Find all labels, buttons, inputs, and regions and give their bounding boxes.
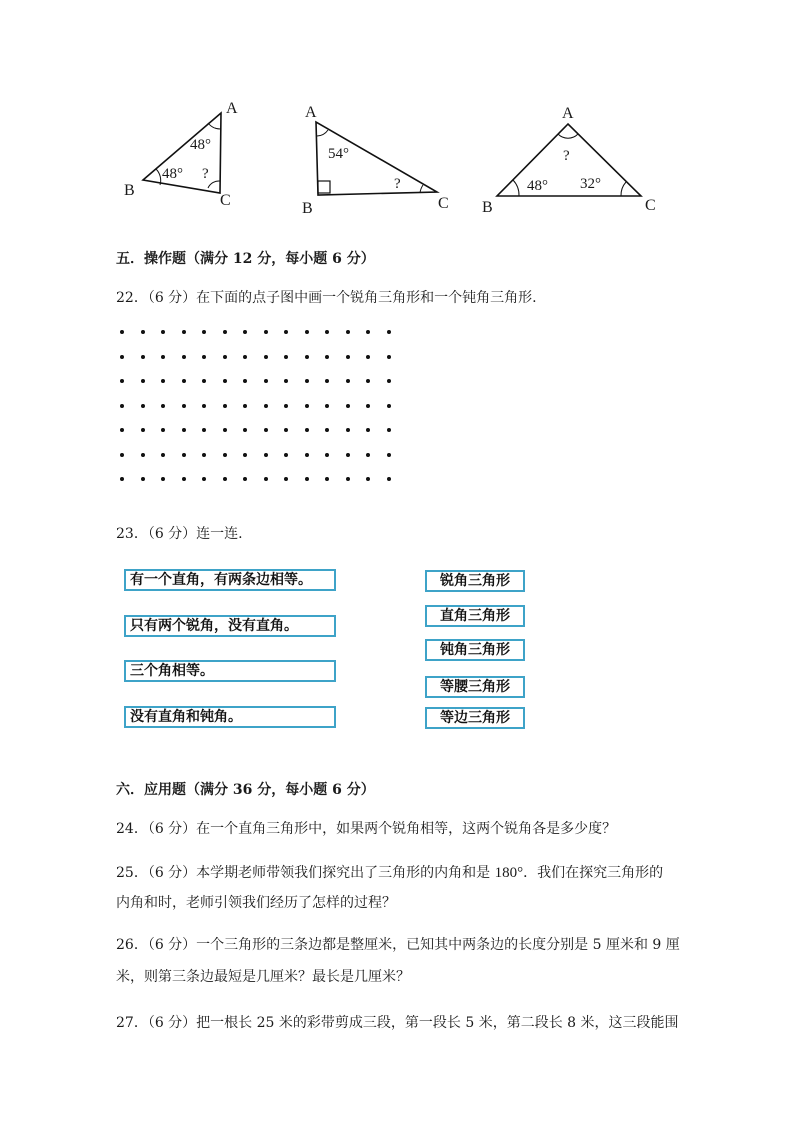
question-25-line1-post: ．我们在探究三角形的 bbox=[523, 865, 664, 881]
grid-dot[interactable] bbox=[161, 330, 165, 334]
section-heading-operation: 五．操作题（满分 12 分，每小题 6 分） bbox=[116, 251, 375, 267]
grid-dot[interactable] bbox=[305, 404, 309, 408]
grid-dot[interactable] bbox=[243, 330, 247, 334]
grid-dot[interactable] bbox=[182, 330, 186, 334]
angle-label-top: ? bbox=[563, 148, 570, 164]
grid-dot[interactable] bbox=[161, 453, 165, 457]
grid-dot[interactable] bbox=[223, 477, 227, 481]
grid-dot[interactable] bbox=[305, 453, 309, 457]
grid-dot[interactable] bbox=[223, 355, 227, 359]
angle-label-top: 48° bbox=[190, 137, 211, 153]
match-right-item[interactable]: 等边三角形 bbox=[425, 707, 525, 729]
question-22: 22．（6 分）在下面的点子图中画一个锐角三角形和一个钝角三角形. bbox=[116, 290, 537, 306]
triangle-figure-1 bbox=[124, 100, 238, 209]
grid-dot[interactable] bbox=[387, 428, 391, 432]
question-24: 24．（6 分）在一个直角三角形中，如果两个锐角相等，这两个锐角各是多少度？ bbox=[116, 821, 617, 837]
grid-dot[interactable] bbox=[284, 428, 288, 432]
grid-dot[interactable] bbox=[141, 404, 145, 408]
grid-dot[interactable] bbox=[284, 453, 288, 457]
grid-dot[interactable] bbox=[202, 428, 206, 432]
grid-dot[interactable] bbox=[387, 477, 391, 481]
grid-dot[interactable] bbox=[264, 355, 268, 359]
vertex-label-a: A bbox=[562, 105, 574, 122]
grid-dot[interactable] bbox=[120, 453, 124, 457]
grid-dot[interactable] bbox=[182, 477, 186, 481]
grid-dot[interactable] bbox=[264, 477, 268, 481]
grid-dot[interactable] bbox=[243, 355, 247, 359]
grid-dot[interactable] bbox=[325, 404, 329, 408]
vertex-label-c: C bbox=[220, 192, 231, 209]
grid-dot[interactable] bbox=[243, 379, 247, 383]
grid-dot[interactable] bbox=[387, 379, 391, 383]
grid-dot[interactable] bbox=[141, 355, 145, 359]
grid-dot[interactable] bbox=[387, 330, 391, 334]
grid-dot[interactable] bbox=[284, 330, 288, 334]
grid-dot[interactable] bbox=[161, 404, 165, 408]
grid-dot[interactable] bbox=[264, 404, 268, 408]
grid-dot[interactable] bbox=[325, 355, 329, 359]
grid-dot[interactable] bbox=[182, 428, 186, 432]
question-25 bbox=[116, 858, 663, 888]
grid-dot[interactable] bbox=[202, 404, 206, 408]
grid-dot[interactable] bbox=[202, 330, 206, 334]
grid-dot[interactable] bbox=[202, 355, 206, 359]
grid-dot[interactable] bbox=[305, 355, 309, 359]
vertex-label-a: A bbox=[226, 100, 238, 117]
grid-dot[interactable] bbox=[325, 477, 329, 481]
grid-dot[interactable] bbox=[202, 477, 206, 481]
grid-dot[interactable] bbox=[120, 330, 124, 334]
match-left-item[interactable]: 没有直角和钝角。 bbox=[124, 706, 336, 728]
angle-label-left: 48° bbox=[527, 178, 548, 194]
grid-dot[interactable] bbox=[346, 355, 350, 359]
match-left-item[interactable]: 三个角相等。 bbox=[124, 660, 336, 682]
grid-dot[interactable] bbox=[141, 453, 145, 457]
angle-label-right: ? bbox=[202, 166, 209, 182]
grid-dot[interactable] bbox=[141, 330, 145, 334]
grid-dot[interactable] bbox=[141, 428, 145, 432]
grid-dot[interactable] bbox=[387, 404, 391, 408]
grid-dot[interactable] bbox=[202, 453, 206, 457]
grid-dot[interactable] bbox=[387, 355, 391, 359]
grid-dot[interactable] bbox=[264, 379, 268, 383]
grid-dot[interactable] bbox=[223, 453, 227, 457]
grid-dot[interactable] bbox=[325, 453, 329, 457]
grid-dot[interactable] bbox=[366, 428, 370, 432]
grid-dot[interactable] bbox=[243, 477, 247, 481]
grid-dot[interactable] bbox=[366, 379, 370, 383]
grid-dot[interactable] bbox=[182, 453, 186, 457]
question-26-line2: 米，则第三条边最短是几厘米？最长是几厘米？ bbox=[116, 969, 410, 985]
grid-dot[interactable] bbox=[284, 477, 288, 481]
grid-dot[interactable] bbox=[305, 330, 309, 334]
grid-dot[interactable] bbox=[161, 355, 165, 359]
grid-dot[interactable] bbox=[120, 355, 124, 359]
vertex-label-b: B bbox=[124, 182, 135, 199]
match-left-item[interactable]: 只有两个锐角，没有直角。 bbox=[124, 615, 336, 637]
dot-grid[interactable] bbox=[116, 326, 406, 490]
grid-dot[interactable] bbox=[120, 477, 124, 481]
triangle-figures bbox=[0, 90, 800, 220]
grid-dot[interactable] bbox=[284, 379, 288, 383]
grid-dot[interactable] bbox=[366, 453, 370, 457]
match-right-item[interactable]: 直角三角形 bbox=[425, 605, 525, 627]
grid-dot[interactable] bbox=[346, 404, 350, 408]
angle-label-right: ? bbox=[394, 176, 401, 192]
grid-dot[interactable] bbox=[284, 355, 288, 359]
question-25-line1-pre: 25．（6 分）本学期老师带领我们探究出了三角形的内角和是 bbox=[116, 865, 495, 881]
grid-dot[interactable] bbox=[223, 404, 227, 408]
vertex-label-b: B bbox=[482, 199, 493, 216]
section-heading-application: 六．应用题（满分 36 分，每小题 6 分） bbox=[116, 782, 375, 798]
degree-value: 180° bbox=[494, 865, 524, 881]
grid-dot[interactable] bbox=[223, 330, 227, 334]
match-right-item[interactable]: 等腰三角形 bbox=[425, 676, 525, 698]
question-27: 27．（6 分）把一根长 25 米的彩带剪成三段，第一段长 5 米，第二段长 8 米，这三段能围 bbox=[116, 1015, 679, 1031]
angle-label-right: 32° bbox=[580, 176, 601, 192]
grid-dot[interactable] bbox=[305, 428, 309, 432]
grid-dot[interactable] bbox=[182, 355, 186, 359]
grid-dot[interactable] bbox=[141, 477, 145, 481]
grid-dot[interactable] bbox=[120, 404, 124, 408]
match-right-item[interactable]: 锐角三角形 bbox=[425, 570, 525, 592]
grid-dot[interactable] bbox=[141, 379, 145, 383]
grid-dot[interactable] bbox=[305, 477, 309, 481]
grid-dot[interactable] bbox=[325, 379, 329, 383]
grid-dot[interactable] bbox=[366, 355, 370, 359]
grid-dot[interactable] bbox=[346, 453, 350, 457]
question-25-line2: 内角和时，老师引领我们经历了怎样的过程？ bbox=[116, 895, 396, 911]
vertex-label-c: C bbox=[645, 197, 656, 214]
angle-label-top: 54° bbox=[328, 146, 349, 162]
grid-dot[interactable] bbox=[223, 428, 227, 432]
grid-dot[interactable] bbox=[346, 379, 350, 383]
grid-dot[interactable] bbox=[346, 477, 350, 481]
vertex-label-b: B bbox=[302, 200, 313, 217]
grid-dot[interactable] bbox=[161, 428, 165, 432]
triangle-figure-2 bbox=[302, 104, 449, 217]
grid-dot[interactable] bbox=[182, 404, 186, 408]
grid-dot[interactable] bbox=[223, 379, 227, 383]
grid-dot[interactable] bbox=[366, 477, 370, 481]
grid-dot[interactable] bbox=[387, 453, 391, 457]
grid-dot[interactable] bbox=[161, 477, 165, 481]
grid-dot[interactable] bbox=[182, 379, 186, 383]
grid-dot[interactable] bbox=[243, 404, 247, 408]
grid-dot[interactable] bbox=[325, 330, 329, 334]
match-left-item[interactable]: 有一个直角，有两条边相等。 bbox=[124, 569, 336, 591]
grid-dot[interactable] bbox=[366, 404, 370, 408]
vertex-label-c: C bbox=[438, 195, 449, 212]
grid-dot[interactable] bbox=[243, 428, 247, 432]
grid-dot[interactable] bbox=[366, 330, 370, 334]
grid-dot[interactable] bbox=[120, 379, 124, 383]
grid-dot[interactable] bbox=[264, 453, 268, 457]
match-right-item[interactable]: 钝角三角形 bbox=[425, 639, 525, 661]
grid-dot[interactable] bbox=[202, 379, 206, 383]
question-23: 23．（6 分）连一连. bbox=[116, 526, 243, 542]
triangle-figure-3 bbox=[482, 105, 656, 216]
grid-dot[interactable] bbox=[346, 330, 350, 334]
angle-label-left: 48° bbox=[162, 166, 183, 182]
grid-dot[interactable] bbox=[264, 428, 268, 432]
grid-dot[interactable] bbox=[161, 379, 165, 383]
grid-dot[interactable] bbox=[325, 428, 329, 432]
grid-dot[interactable] bbox=[120, 428, 124, 432]
vertex-label-a: A bbox=[305, 104, 317, 121]
grid-dot[interactable] bbox=[305, 379, 309, 383]
grid-dot[interactable] bbox=[264, 330, 268, 334]
grid-dot[interactable] bbox=[284, 404, 288, 408]
grid-dot[interactable] bbox=[243, 453, 247, 457]
grid-dot[interactable] bbox=[346, 428, 350, 432]
question-26: 26．（6 分）一个三角形的三条边都是整厘米，已知其中两条边的长度分别是 5 厘米和 9 厘 bbox=[116, 937, 680, 953]
